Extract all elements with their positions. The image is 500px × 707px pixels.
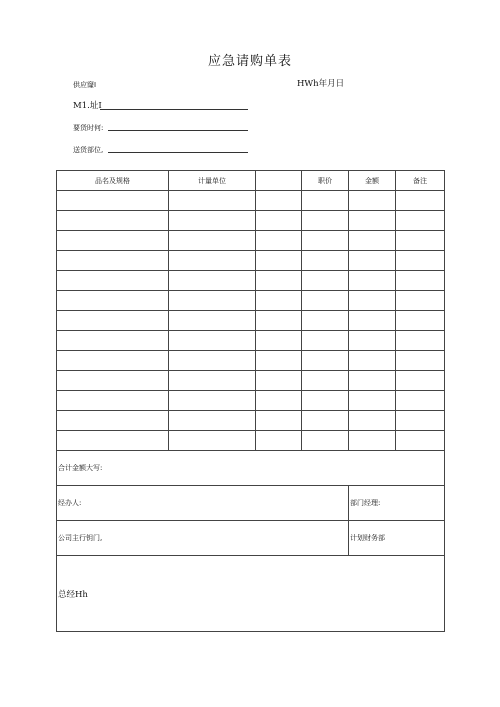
form-title: 应急请购单表 — [207, 54, 292, 69]
table-cell[interactable] — [396, 231, 445, 251]
table-cell[interactable] — [57, 191, 169, 211]
table-cell[interactable] — [256, 411, 302, 431]
table-cell[interactable] — [169, 251, 256, 271]
table-cell[interactable] — [302, 411, 349, 431]
table-cell[interactable] — [57, 391, 169, 411]
total-amount-cell[interactable]: 合计金额大写: — [57, 451, 445, 486]
table-cell[interactable] — [256, 311, 302, 331]
table-cell[interactable] — [349, 331, 396, 351]
table-cell[interactable] — [396, 191, 445, 211]
table-row — [57, 331, 445, 351]
table-cell[interactable] — [169, 231, 256, 251]
table-cell[interactable] — [349, 391, 396, 411]
company-exec-cell[interactable]: 公司主行钥门, — [57, 521, 349, 556]
col-header-blank — [256, 171, 302, 191]
table-cell[interactable] — [349, 411, 396, 431]
signoff-row-2 — [57, 521, 445, 556]
table-cell[interactable] — [256, 231, 302, 251]
table-cell[interactable] — [349, 251, 396, 271]
table-cell[interactable] — [302, 311, 349, 331]
table-cell[interactable] — [57, 431, 169, 451]
delivery-time-label: 要货时何: — [73, 124, 104, 132]
delivery-time-field[interactable] — [108, 130, 248, 131]
table-cell[interactable] — [169, 331, 256, 351]
table-cell[interactable] — [256, 331, 302, 351]
col-header-remark: 备注 — [396, 171, 445, 191]
table-cell[interactable] — [349, 231, 396, 251]
table-cell[interactable] — [256, 271, 302, 291]
table-cell[interactable] — [57, 211, 169, 231]
handler-cell[interactable]: 经办人: — [57, 486, 349, 521]
delivery-dept-field[interactable] — [108, 152, 248, 153]
supplier-label: 供应窿I — [73, 81, 97, 89]
col-header-amount: 金额 — [349, 171, 396, 191]
table-cell[interactable] — [349, 431, 396, 451]
general-manager-cell[interactable]: 总经Hh — [57, 556, 445, 632]
table-cell[interactable] — [302, 291, 349, 311]
date-label: HWh年月日 — [297, 79, 345, 89]
table-cell[interactable] — [256, 351, 302, 371]
table-cell[interactable] — [57, 251, 169, 271]
table-cell[interactable] — [256, 291, 302, 311]
table-cell[interactable] — [396, 331, 445, 351]
table-cell[interactable] — [349, 191, 396, 211]
table-row — [57, 271, 445, 291]
table-cell[interactable] — [57, 271, 169, 291]
table-cell[interactable] — [169, 271, 256, 291]
address-label: M1.址I — [73, 101, 102, 111]
table-cell[interactable] — [396, 251, 445, 271]
delivery-dept-label: 送货部位, — [73, 146, 104, 154]
table-row — [57, 411, 445, 431]
table-cell[interactable] — [396, 211, 445, 231]
table-cell[interactable] — [57, 291, 169, 311]
table-header-row — [57, 171, 445, 191]
table-cell[interactable] — [396, 371, 445, 391]
table-cell[interactable] — [302, 431, 349, 451]
table-row — [57, 211, 445, 231]
table-row — [57, 371, 445, 391]
table-cell[interactable] — [169, 311, 256, 331]
table-cell[interactable] — [302, 331, 349, 351]
table-cell[interactable] — [349, 271, 396, 291]
table-cell[interactable] — [57, 411, 169, 431]
table-cell[interactable] — [302, 191, 349, 211]
table-row — [57, 251, 445, 271]
table-cell[interactable] — [302, 351, 349, 371]
table-cell[interactable] — [169, 211, 256, 231]
table-cell[interactable] — [256, 431, 302, 451]
address-field[interactable] — [100, 109, 248, 110]
table-cell[interactable] — [349, 351, 396, 371]
table-cell[interactable] — [169, 351, 256, 371]
table-cell[interactable] — [302, 211, 349, 231]
table-cell[interactable] — [256, 211, 302, 231]
table-row — [57, 391, 445, 411]
table-cell[interactable] — [57, 231, 169, 251]
finance-cell[interactable]: 计划财务部 — [349, 521, 445, 556]
table-cell[interactable] — [57, 351, 169, 371]
purchase-table — [56, 170, 445, 632]
signoff-row-3 — [57, 556, 445, 632]
table-cell[interactable] — [169, 371, 256, 391]
table-cell[interactable] — [396, 391, 445, 411]
table-cell[interactable] — [302, 231, 349, 251]
table-cell[interactable] — [349, 311, 396, 331]
table-cell[interactable] — [57, 311, 169, 331]
signoff-row-1 — [57, 486, 445, 521]
table-cell[interactable] — [169, 411, 256, 431]
col-header-unit: 计量单位 — [169, 171, 256, 191]
dept-manager-cell[interactable]: 部门经理: — [349, 486, 445, 521]
table-cell[interactable] — [349, 371, 396, 391]
table-cell[interactable] — [396, 271, 445, 291]
table-cell[interactable] — [57, 331, 169, 351]
table-cell[interactable] — [256, 191, 302, 211]
table-cell[interactable] — [302, 371, 349, 391]
col-header-name-spec: 品名及规格 — [57, 171, 169, 191]
table-cell[interactable] — [302, 271, 349, 291]
table-cell[interactable] — [396, 411, 445, 431]
table-cell[interactable] — [349, 291, 396, 311]
table-row — [57, 291, 445, 311]
table-cell[interactable] — [256, 371, 302, 391]
table-row — [57, 311, 445, 331]
table-row — [57, 231, 445, 251]
table-cell[interactable] — [302, 391, 349, 411]
table-cell[interactable] — [396, 431, 445, 451]
table-cell[interactable] — [302, 251, 349, 271]
table-cell[interactable] — [256, 391, 302, 411]
table-cell[interactable] — [57, 371, 169, 391]
table-cell[interactable] — [169, 291, 256, 311]
table-cell[interactable] — [169, 431, 256, 451]
table-cell[interactable] — [396, 311, 445, 331]
table-cell[interactable] — [256, 251, 302, 271]
table-row — [57, 191, 445, 211]
col-header-price: 职价 — [302, 171, 349, 191]
total-row — [57, 451, 445, 486]
table-cell[interactable] — [349, 211, 396, 231]
table-row — [57, 351, 445, 371]
table-cell[interactable] — [396, 291, 445, 311]
table-row — [57, 431, 445, 451]
table-cell[interactable] — [396, 351, 445, 371]
table-cell[interactable] — [169, 191, 256, 211]
table-cell[interactable] — [169, 391, 256, 411]
